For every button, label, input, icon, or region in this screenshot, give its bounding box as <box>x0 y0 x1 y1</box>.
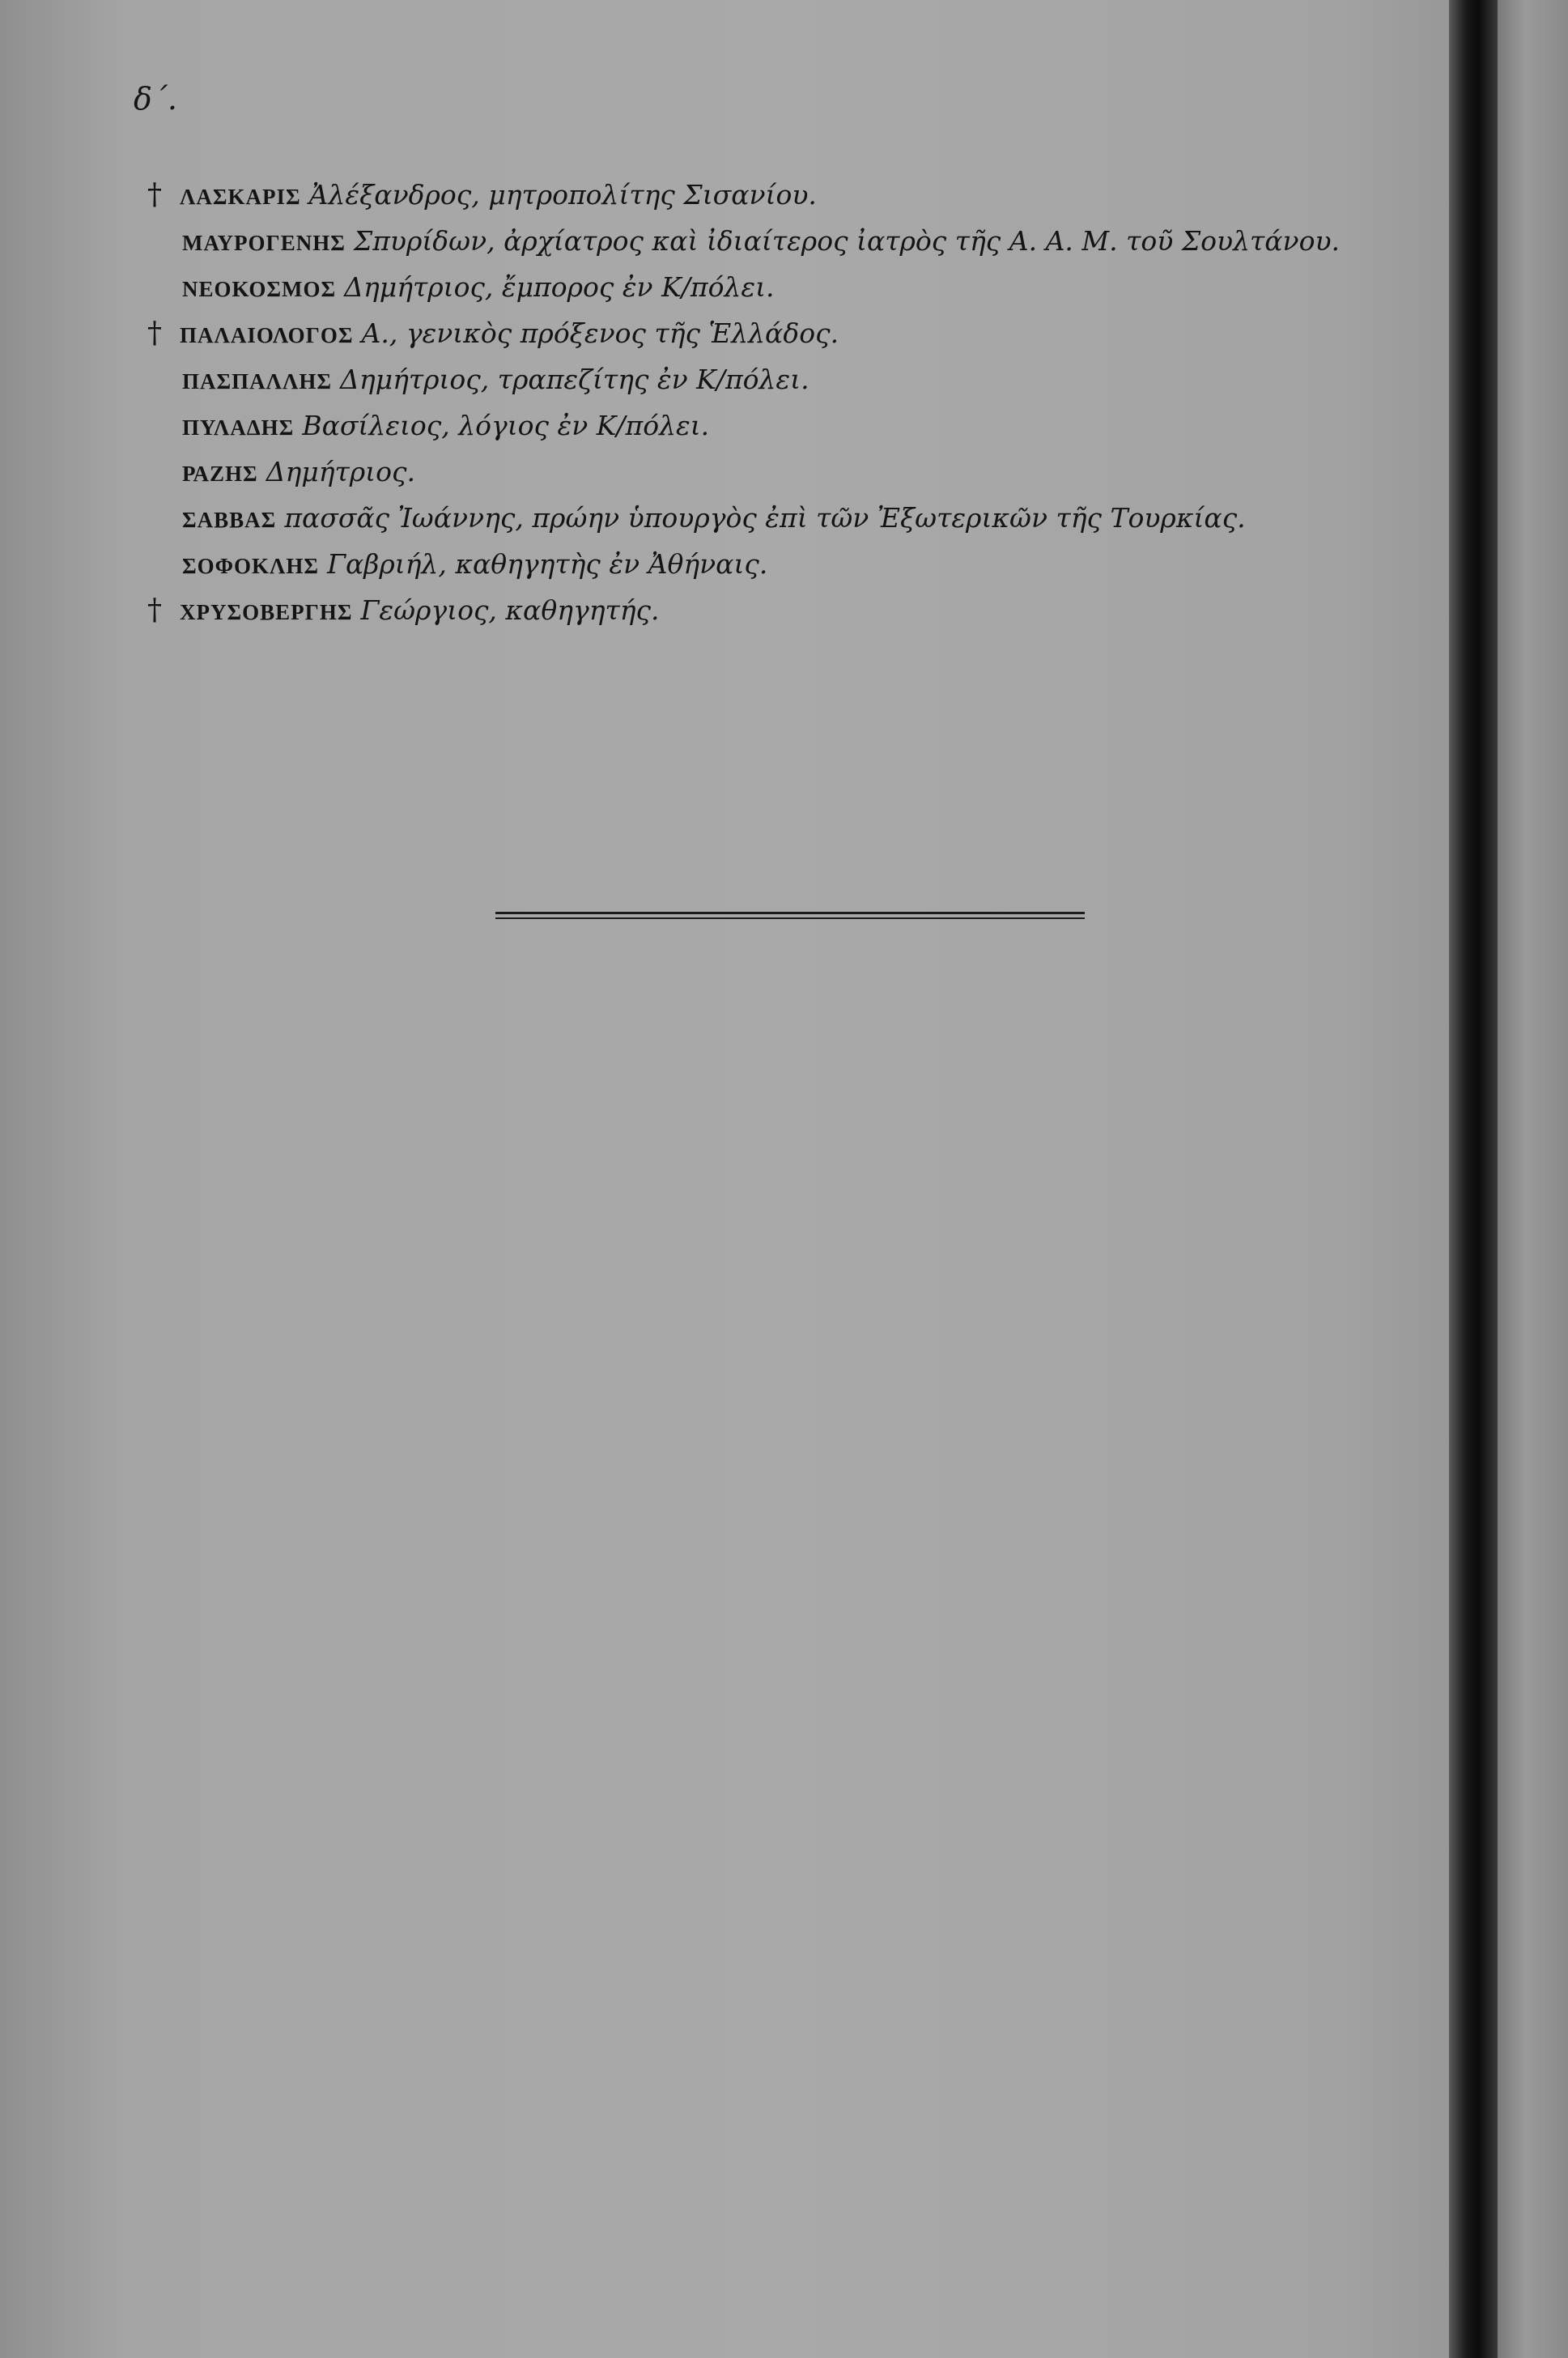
list-entry <box>147 402 1426 449</box>
entry-surname: ΣΑΒΒΑΣ <box>182 508 277 532</box>
list-entry <box>147 172 1426 218</box>
entry-description: Δημήτριος, ἔμπορος ἐν Κ/πόλει. <box>344 271 775 303</box>
list-entry <box>147 218 1426 264</box>
deceased-dagger-mark: † <box>147 317 162 350</box>
entry-surname: ΧΡΥΣΟΒΕΡΓΗΣ <box>180 600 353 624</box>
entry-surname: ΜΑΥΡΟΓΕΝΗΣ <box>182 231 346 255</box>
deceased-dagger-mark: † <box>147 178 162 211</box>
list-entry <box>147 310 1426 356</box>
end-rule-divider <box>495 912 1085 921</box>
rule-thick-line <box>495 912 1085 914</box>
entry-surname: ΠΑΣΠΑΛΛΗΣ <box>182 369 333 394</box>
list-entry <box>147 264 1426 310</box>
deceased-dagger-mark: † <box>147 594 162 627</box>
entry-description: Δημήτριος, τραπεζίτης ἐν Κ/πόλει. <box>340 364 809 395</box>
rule-thin-line <box>495 917 1085 919</box>
list-entry <box>147 587 1426 633</box>
entry-description: Ἀλέξανδρος, μητροπολίτης Σισανίου. <box>308 179 817 211</box>
page-number: δ΄. <box>134 81 177 117</box>
entry-description: Α., γενικὸς πρόξενος τῆς Ἑλλάδος. <box>361 317 839 349</box>
entry-description: Γαβριήλ, καθηγητὴς ἐν Ἀθήναις. <box>327 548 768 580</box>
entry-surname: ΛΑΣΚΑΡΙΣ <box>180 185 301 209</box>
entry-surname: ΠΥΛΑΔΗΣ <box>182 415 295 440</box>
book-spine-shadow <box>1449 0 1498 2358</box>
entry-description: Σπυρίδων, ἀρχίατρος καὶ ἰδιαίτερος ἰατρὸς τῆς Α. Α. Μ. τοῦ Σουλτάνου. <box>353 225 1341 257</box>
entry-surname: ΣΟΦΟΚΛΗΣ <box>182 554 320 578</box>
entry-description: πασσᾶς Ἰωάννης, πρώην ὑπουργὸς ἐπὶ τῶν Ἐξωτερικῶν τῆς Τουρκίας. <box>284 502 1246 534</box>
entry-description: Βασίλειος, λόγιος ἐν Κ/πόλει. <box>302 410 710 441</box>
entry-surname: ΡΑΖΗΣ <box>182 462 258 486</box>
list-entry <box>147 541 1426 587</box>
entry-surname: ΝΕΟΚΟΣΜΟΣ <box>182 277 337 301</box>
list-entry <box>147 356 1426 402</box>
entry-surname: ΠΑΛΑΙΟΛΟΓΟΣ <box>180 323 354 347</box>
list-entry <box>147 495 1426 541</box>
adjacent-page-edge <box>1498 0 1568 2358</box>
entry-description: Δημήτριος. <box>266 456 415 487</box>
list-entry <box>147 449 1426 495</box>
entry-description: Γεώργιος, καθηγητής. <box>360 594 660 626</box>
subscriber-list <box>147 172 1426 633</box>
